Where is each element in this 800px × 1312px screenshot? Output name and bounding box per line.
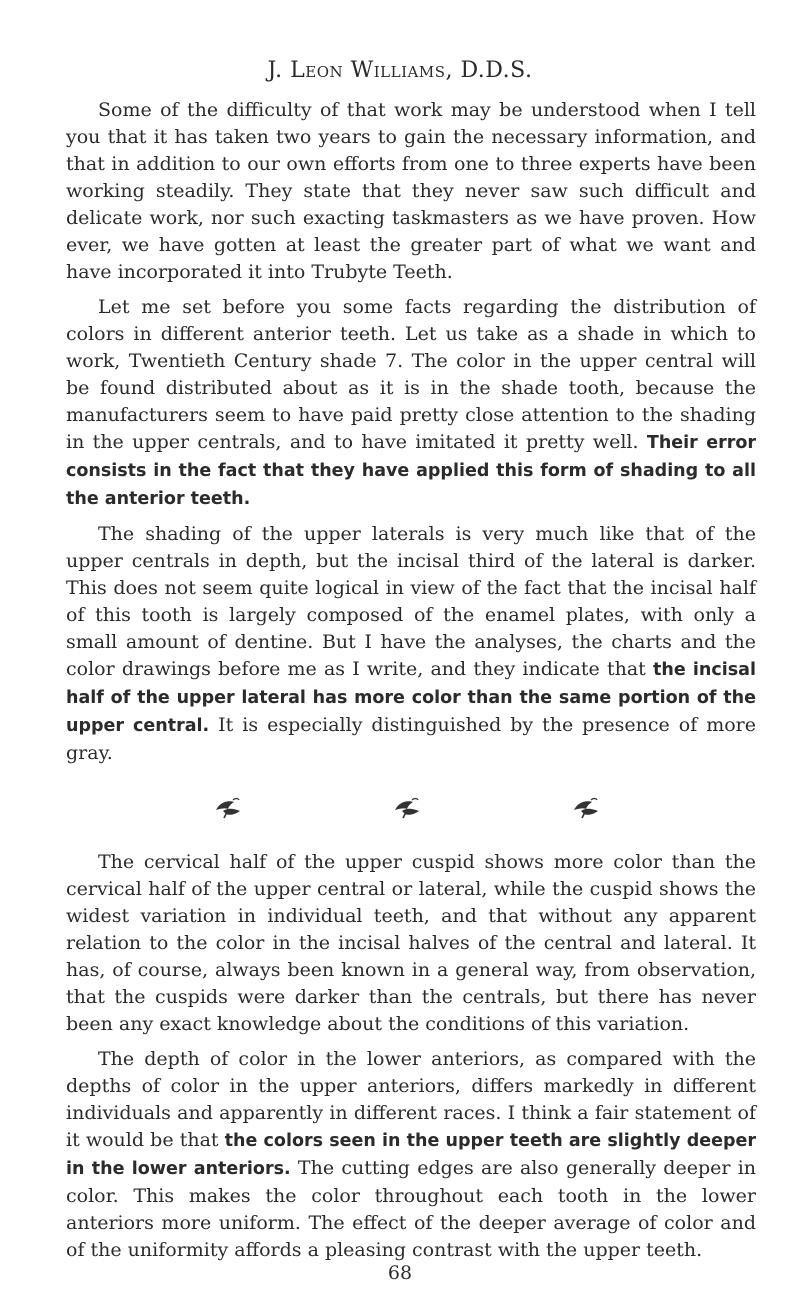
paragraph-3-text: The shading of the upper laterals is very much like that of the upper centrals in depth, but the incisal third of the lateral is darker. This does not seem quite logical in view of the fact that the incisal half of this tooth is largely composed of the enamel plates, with only a small amount of dentine. But I have the analyses, the charts and the color drawings before me as I write, and they indicate that bbox=[66, 523, 756, 680]
leaf-ornament-icon bbox=[393, 796, 421, 820]
paragraph-5 bbox=[66, 1046, 756, 1264]
leaf-ornament-icon bbox=[572, 796, 600, 820]
paragraph-2-emphasis: Their error consists in the fact that they have applied this form of shading to all the anterior teeth. bbox=[66, 433, 756, 509]
paragraph-3 bbox=[66, 521, 756, 767]
paragraph-3-text-end: It is especially distinguished by the presence of more gray. bbox=[66, 714, 756, 764]
paragraph-5-text: The depth of color in the lower anteriors, as compared with the depths of color in the upper anteriors, differs markedly in different individuals and apparently in different races. I think a fair statement of it would be that bbox=[66, 1048, 756, 1151]
body-section-1 bbox=[66, 97, 756, 775]
paragraph-5-emphasis: the colors seen in the upper teeth are slightly deeper in the lower anteriors. bbox=[66, 1131, 756, 1179]
body-section-2 bbox=[66, 849, 756, 1272]
paragraph-1: Some of the difficulty of that work may be understood when I tell you that it has taken two years to gain the necessary information, and that in addition to our own efforts from one to three experts have been working steadily. They state that they never saw such difficult and delicate work, nor such exacting taskmasters as we have proven. How ever, we have gotten at least the greater part of what we want and have incorporated it into Trubyte Teeth. bbox=[66, 99, 756, 283]
paragraph-4: The cervical half of the upper cuspid shows more color than the cervical half of the upper central or lateral, while the cuspid shows the widest variation in individual teeth, and that without any apparent relation to the color in the incisal halves of the central and lateral. It has, of course, always been known in a general way, from observation, that the cuspids were darker than the centrals, but there has never been any exact knowledge about the conditions of this variation. bbox=[66, 851, 756, 1035]
leaf-ornament-icon bbox=[214, 796, 242, 820]
running-head: J. Leon Williams, D.D.S. bbox=[267, 58, 533, 83]
paragraph-3-emphasis: the incisal half of the upper lateral has more color than the same portion of the upper central. bbox=[66, 660, 756, 736]
paragraph-5-text-end: The cutting edges are also generally deeper in color. This makes the color throughout each tooth in the lower anteriors more uniform. The effect of the deeper average of color and of the uniformity affords a pleasing contrast with the upper teeth. bbox=[66, 1157, 757, 1261]
page-number: 68 bbox=[387, 1262, 413, 1284]
paragraph-2 bbox=[66, 294, 756, 513]
section-divider bbox=[0, 796, 800, 826]
paragraph-2-text: Let me set before you some facts regarding the distribution of colors in different anterior teeth. Let us take as a shade in which to work, Twentieth Century shade 7. The color in the upper central will be found distributed about as it is in the shade tooth, because the manufacturers seem to have paid pretty close attention to the shading in the upper centrals, and to have imitated it pretty well. bbox=[66, 296, 756, 453]
